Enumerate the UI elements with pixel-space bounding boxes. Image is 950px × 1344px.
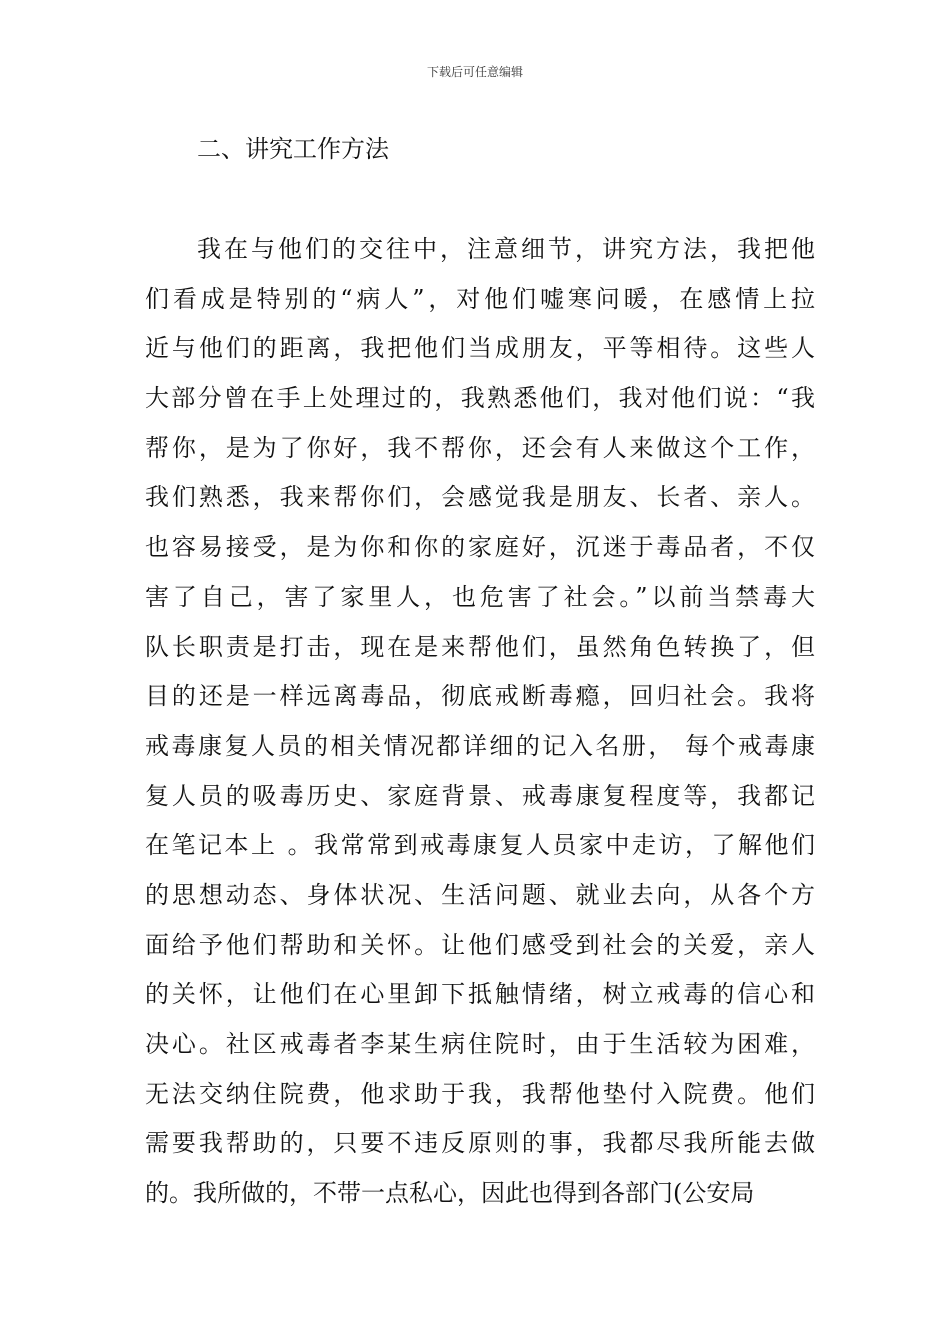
paragraph-line: 在笔记本上 。我常常到戒毒康复人员家中走访，了解他们	[145, 831, 815, 860]
paragraph-line: 的。我所做的，不带一点私心，因此也得到各部门(公安局	[145, 1179, 755, 1208]
paragraph-line: 帮你，是为了你好，我不帮你，还会有人来做这个工作，	[145, 433, 815, 462]
paragraph-line: 我们熟悉，我来帮你们，会感觉我是朋友、长者、亲人。	[145, 483, 815, 512]
paragraph-line: 害了自己，害了家里人，也危害了社会。”以前当禁毒大	[145, 582, 815, 611]
paragraph-line: 队长职责是打击，现在是来帮他们，虽然角色转换了，但	[145, 632, 815, 661]
paragraph-line: 们看成是特别的“病人”，对他们嘘寒问暖，在感情上拉	[145, 284, 815, 313]
paragraph-line: 的关怀，让他们在心里卸下抵触情绪，树立戒毒的信心和	[145, 980, 815, 1009]
paragraph-line: 无法交纳住院费，他求助于我，我帮他垫付入院费。他们	[145, 1079, 815, 1108]
paragraph-line: 戒毒康复人员的相关情况都详细的记入名册， 每个戒毒康	[145, 731, 815, 760]
paragraph-line: 也容易接受，是为你和你的家庭好，沉迷于毒品者，不仅	[145, 533, 815, 562]
paragraph-line: 大部分曾在手上处理过的，我熟悉他们，我对他们说：“我	[145, 384, 815, 413]
paragraph-line: 需要我帮助的，只要不违反原则的事，我都尽我所能去做	[145, 1129, 815, 1158]
body-paragraph	[145, 225, 815, 1219]
paragraph-line: 我在与他们的交往中，注意细节，讲究方法，我把他	[197, 235, 815, 263]
paragraph-line: 近与他们的距离，我把他们当成朋友，平等相待。这些人	[145, 334, 815, 363]
paragraph-line: 目的还是一样远离毒品，彻底戒断毒瘾，回归社会。我将	[145, 682, 815, 711]
paragraph-line: 复人员的吸毒历史、家庭背景、戒毒康复程度等，我都记	[145, 781, 815, 810]
section-heading: 二、讲究工作方法	[197, 135, 389, 163]
paragraph-line: 的思想动态、身体状况、生活问题、就业去向，从各个方	[145, 880, 815, 909]
paragraph-line: 决心。社区戒毒者李某生病住院时，由于生活较为困难，	[145, 1030, 815, 1058]
page-header-note: 下载后可任意编辑	[426, 65, 523, 79]
paragraph-line: 面给予他们帮助和关怀。让他们感受到社会的关爱，亲人	[145, 930, 815, 959]
